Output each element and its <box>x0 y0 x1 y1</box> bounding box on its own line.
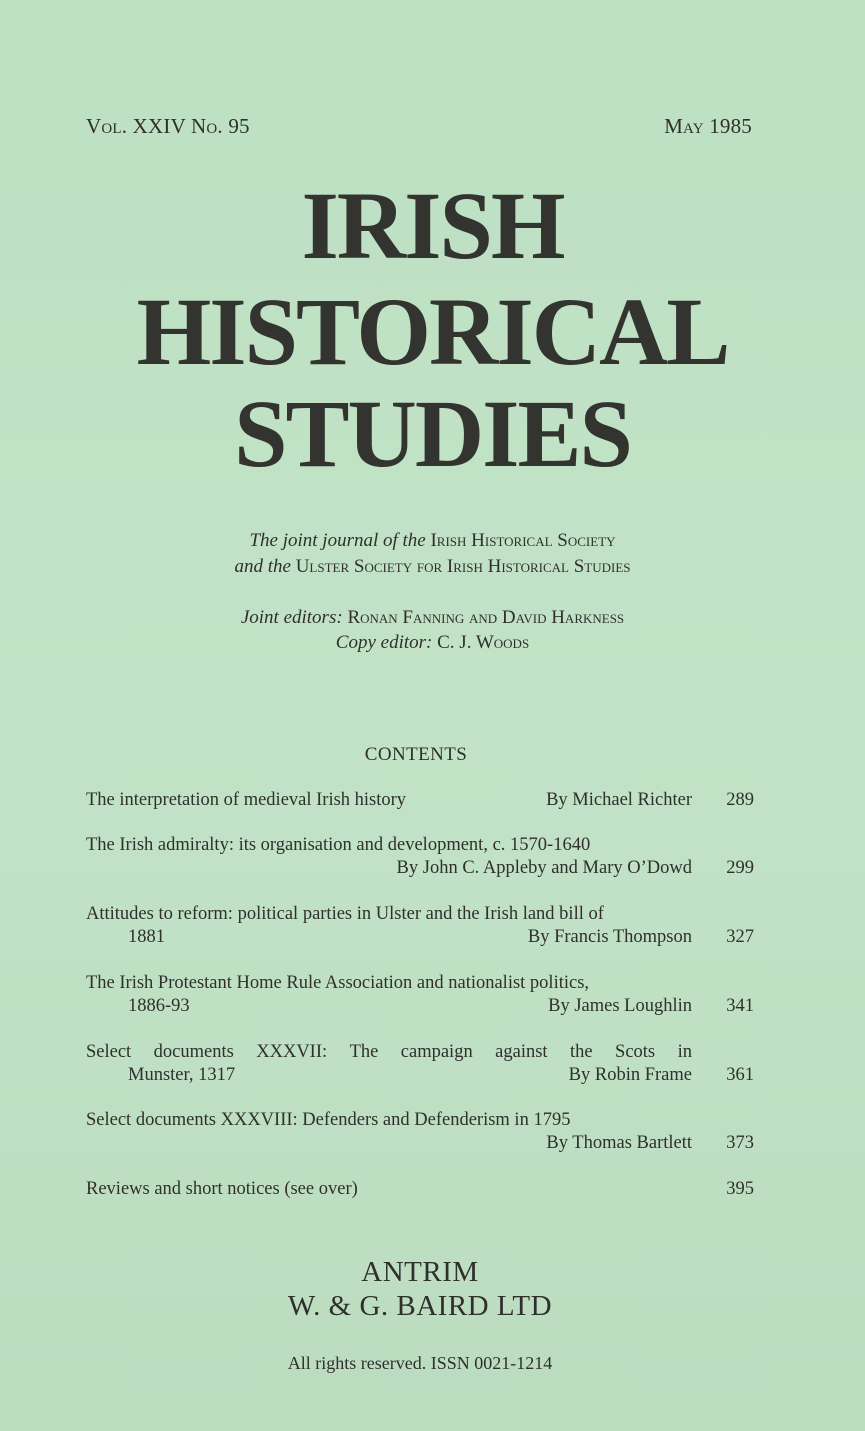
entry-author: By James Loughlin <box>548 996 692 1016</box>
issue-date: May 1985 <box>664 114 752 138</box>
entry-title <box>86 1042 692 1063</box>
copy-editor-label: Copy editor: <box>335 632 433 653</box>
contents-entry <box>86 1042 754 1088</box>
publisher-name: W. & G. BAIRD LTD <box>287 1290 553 1322</box>
subtitle-line-1 <box>0 530 865 552</box>
subtitle-intro: The joint journal of the <box>249 530 426 551</box>
contents-entry <box>86 835 754 881</box>
entry-page: 299 <box>726 858 754 878</box>
entry-page: 341 <box>726 996 754 1016</box>
contents-entry <box>86 790 754 813</box>
entry-author: By Robin Frame <box>568 1065 692 1085</box>
entry-author: By John C. Appleby and Mary O’Dowd <box>396 858 692 878</box>
contents-heading: CONTENTS <box>364 744 468 765</box>
entry-title-continued: 1881 <box>128 927 165 947</box>
rights-notice: All rights reserved. ISSN 0021-1214 <box>287 1353 553 1373</box>
contents-entry <box>86 1179 754 1202</box>
copy-editor-name: C. J. Woods <box>437 632 530 653</box>
subtitle-line-2 <box>0 556 865 578</box>
title-word: Scots <box>615 1042 656 1062</box>
publisher-place: ANTRIM <box>361 1256 479 1288</box>
title-line-1: IRISH <box>301 172 564 279</box>
title-word: XXXVII: <box>256 1042 328 1062</box>
entry-page: 327 <box>726 927 754 947</box>
entry-page: 361 <box>726 1065 754 1085</box>
entry-page: 395 <box>726 1179 754 1199</box>
joint-editors <box>0 607 865 629</box>
entry-author: By Michael Richter <box>546 790 692 810</box>
title-word: in <box>677 1042 692 1062</box>
entry-title: Select documents XXXVIII: Defenders and Defenderism in 1795 <box>86 1110 571 1130</box>
society-name-1: Irish Historical Society <box>430 530 616 551</box>
entry-title: The Irish admiralty: its organisation and development, c. 1570-1640 <box>86 835 591 855</box>
entry-page: 289 <box>726 790 754 810</box>
entry-title-continued: Munster, 1317 <box>128 1065 236 1085</box>
contents-entry <box>86 973 754 1019</box>
entry-author: By Francis Thompson <box>527 927 692 947</box>
entry-title: The interpretation of medieval Irish history <box>86 790 407 810</box>
title-line-2: HISTORICAL <box>136 278 729 385</box>
entry-title: Reviews and short notices (see over) <box>86 1179 358 1199</box>
entry-page: 373 <box>726 1133 754 1153</box>
entry-title: The Irish Protestant Home Rule Association and nationalist politics, <box>86 973 590 993</box>
title-word: documents <box>153 1042 234 1062</box>
title-line-3: STUDIES <box>234 380 631 487</box>
entry-author: By Thomas Bartlett <box>546 1133 692 1153</box>
subtitle-connector: and the <box>234 556 291 577</box>
contents-entry <box>86 1110 754 1156</box>
volume-number: Vol. XXIV No. 95 <box>86 114 250 138</box>
entry-title: Attitudes to reform: political parties in Ulster and the Irish land bill of <box>86 904 604 924</box>
society-name-2: Ulster Society for Irish Historical Studies <box>295 556 631 577</box>
entry-title-continued: 1886-93 <box>128 996 190 1016</box>
title-word: campaign <box>400 1042 473 1062</box>
copy-editor <box>0 632 865 654</box>
title-word: the <box>569 1042 593 1062</box>
contents-entry <box>86 904 754 950</box>
joint-editors-label: Joint editors: <box>240 607 343 628</box>
title-word: Select <box>86 1042 132 1062</box>
title-word: The <box>349 1042 379 1062</box>
title-word: against <box>495 1042 548 1062</box>
joint-editors-names: Ronan Fanning and David Harkness <box>347 607 625 628</box>
